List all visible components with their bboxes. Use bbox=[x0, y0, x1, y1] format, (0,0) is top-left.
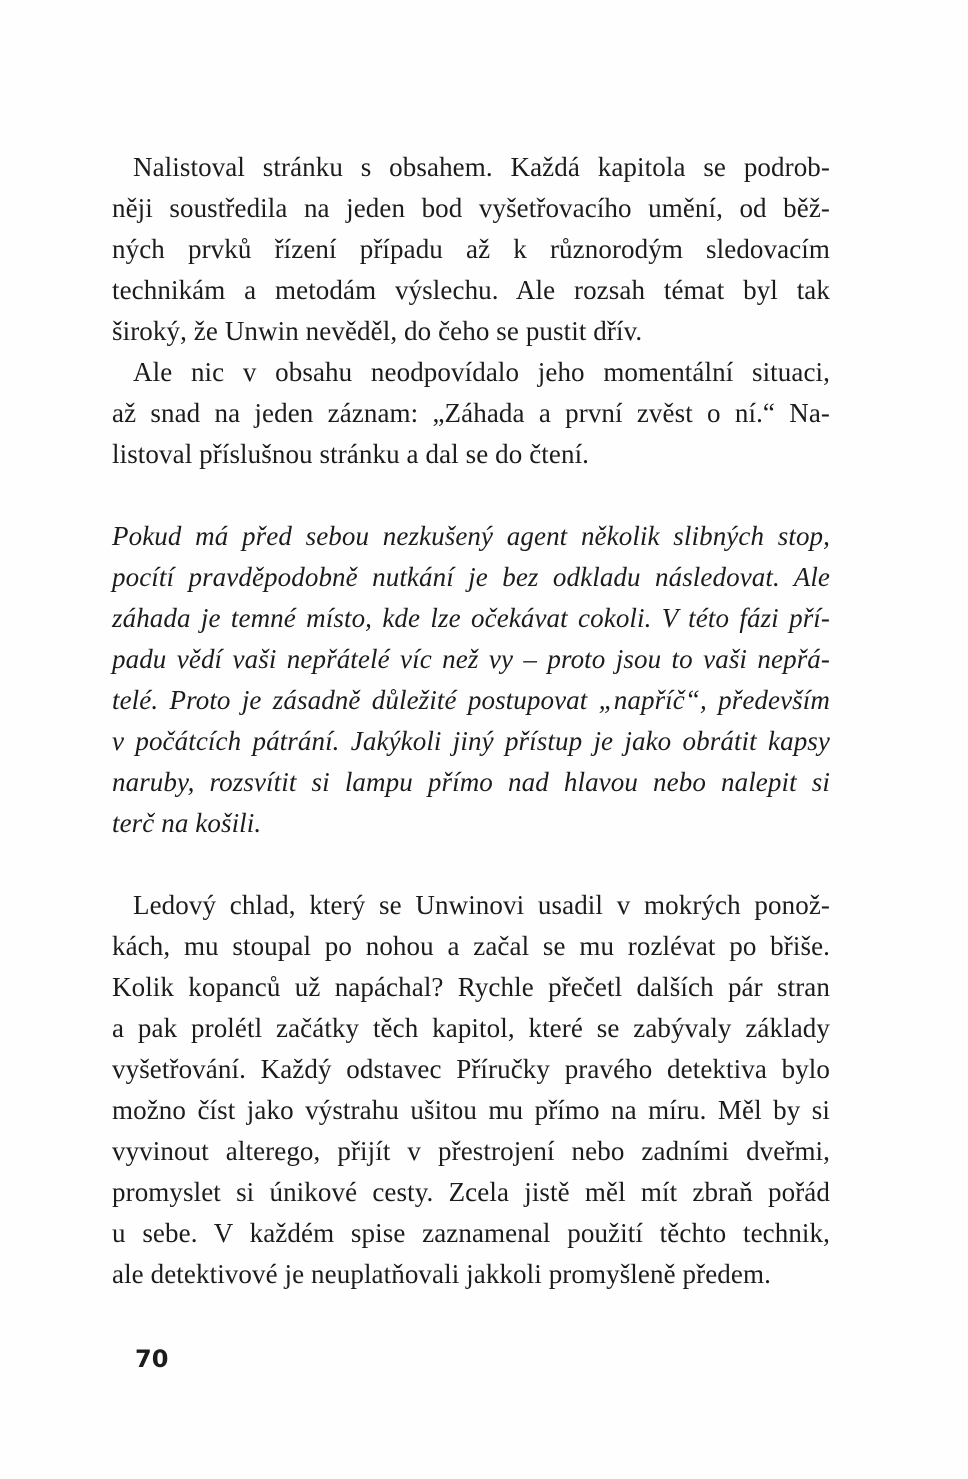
paragraph bbox=[112, 352, 830, 475]
text-line: a pak prolétl začátky těch kapitol, které se zabývaly základy bbox=[112, 1013, 830, 1043]
page-text bbox=[112, 147, 830, 1295]
text-line: Ale nic v obsahu neodpovídalo jeho momentální situaci, bbox=[133, 357, 830, 387]
paragraph bbox=[112, 885, 830, 1295]
text-line: terč na košili. bbox=[112, 808, 262, 838]
text-line: ale detektivové je neuplatňovali jakkoli promyšleně předem. bbox=[112, 1259, 771, 1289]
text-line: padu vědí vaši nepřátelé víc než vy – proto jsou to vaši nepřá- bbox=[112, 644, 830, 674]
paragraph bbox=[112, 147, 830, 352]
text-line: naruby, rozsvítit si lampu přímo nad hlavou nebo nalepit si bbox=[112, 767, 830, 797]
text-line: široký, že Unwin nevěděl, do čeho se pustit dřív. bbox=[112, 316, 643, 346]
text-line: Nalistoval stránku s obsahem. Každá kapitola se podrob- bbox=[133, 152, 830, 182]
text-line: listoval příslušnou stránku a dal se do čtení. bbox=[112, 439, 590, 469]
page-number: 70 bbox=[135, 1345, 169, 1373]
text-line: v počátcích pátrání. Jakýkoli jiný přístup je jako obrátit kapsy bbox=[112, 726, 830, 756]
text-line: vyšetřování. Každý odstavec Příručky pravého detektiva bylo bbox=[112, 1054, 830, 1084]
text-line: něji soustředila na jeden bod vyšetřovacího umění, od běž- bbox=[112, 193, 830, 223]
text-line: technikám a metodám výslechu. Ale rozsah témat byl tak bbox=[112, 275, 830, 305]
text-line: možno číst jako výstrahu ušitou mu přímo na míru. Měl by si bbox=[112, 1095, 830, 1125]
text-line: kách, mu stoupal po nohou a začal se mu rozlévat po břiše. bbox=[112, 931, 830, 961]
text-line: Kolik kopanců už napáchal? Rychle přečetl dalších pár stran bbox=[112, 972, 830, 1002]
text-line: vyvinout alterego, přijít v přestrojení nebo zadními dveřmi, bbox=[112, 1136, 830, 1166]
text-line: ných prvků řízení případu až k různorodým sledovacím bbox=[112, 234, 830, 264]
text-line: Ledový chlad, který se Unwinovi usadil v mokrých ponož- bbox=[133, 890, 830, 920]
text-line: až snad na jeden záznam: „Záhada a první zvěst o ní.“ Na- bbox=[112, 398, 830, 428]
paragraph bbox=[112, 516, 830, 844]
text-line: záhada je temné místo, kde lze očekávat cokoli. V této fázi pří- bbox=[112, 603, 830, 633]
text-line: telé. Proto je zásadně důležité postupovat „napříč“, především bbox=[112, 685, 830, 715]
text-line: Pokud má před sebou nezkušený agent několik slibných stop, bbox=[112, 521, 830, 551]
text-line: promyslet si únikové cesty. Zcela jistě měl mít zbraň pořád bbox=[112, 1177, 830, 1207]
text-line: pocítí pravděpodobně nutkání je bez odkladu následovat. Ale bbox=[112, 562, 830, 592]
text-line: u sebe. V každém spise zaznamenal použití těchto technik, bbox=[112, 1218, 830, 1248]
